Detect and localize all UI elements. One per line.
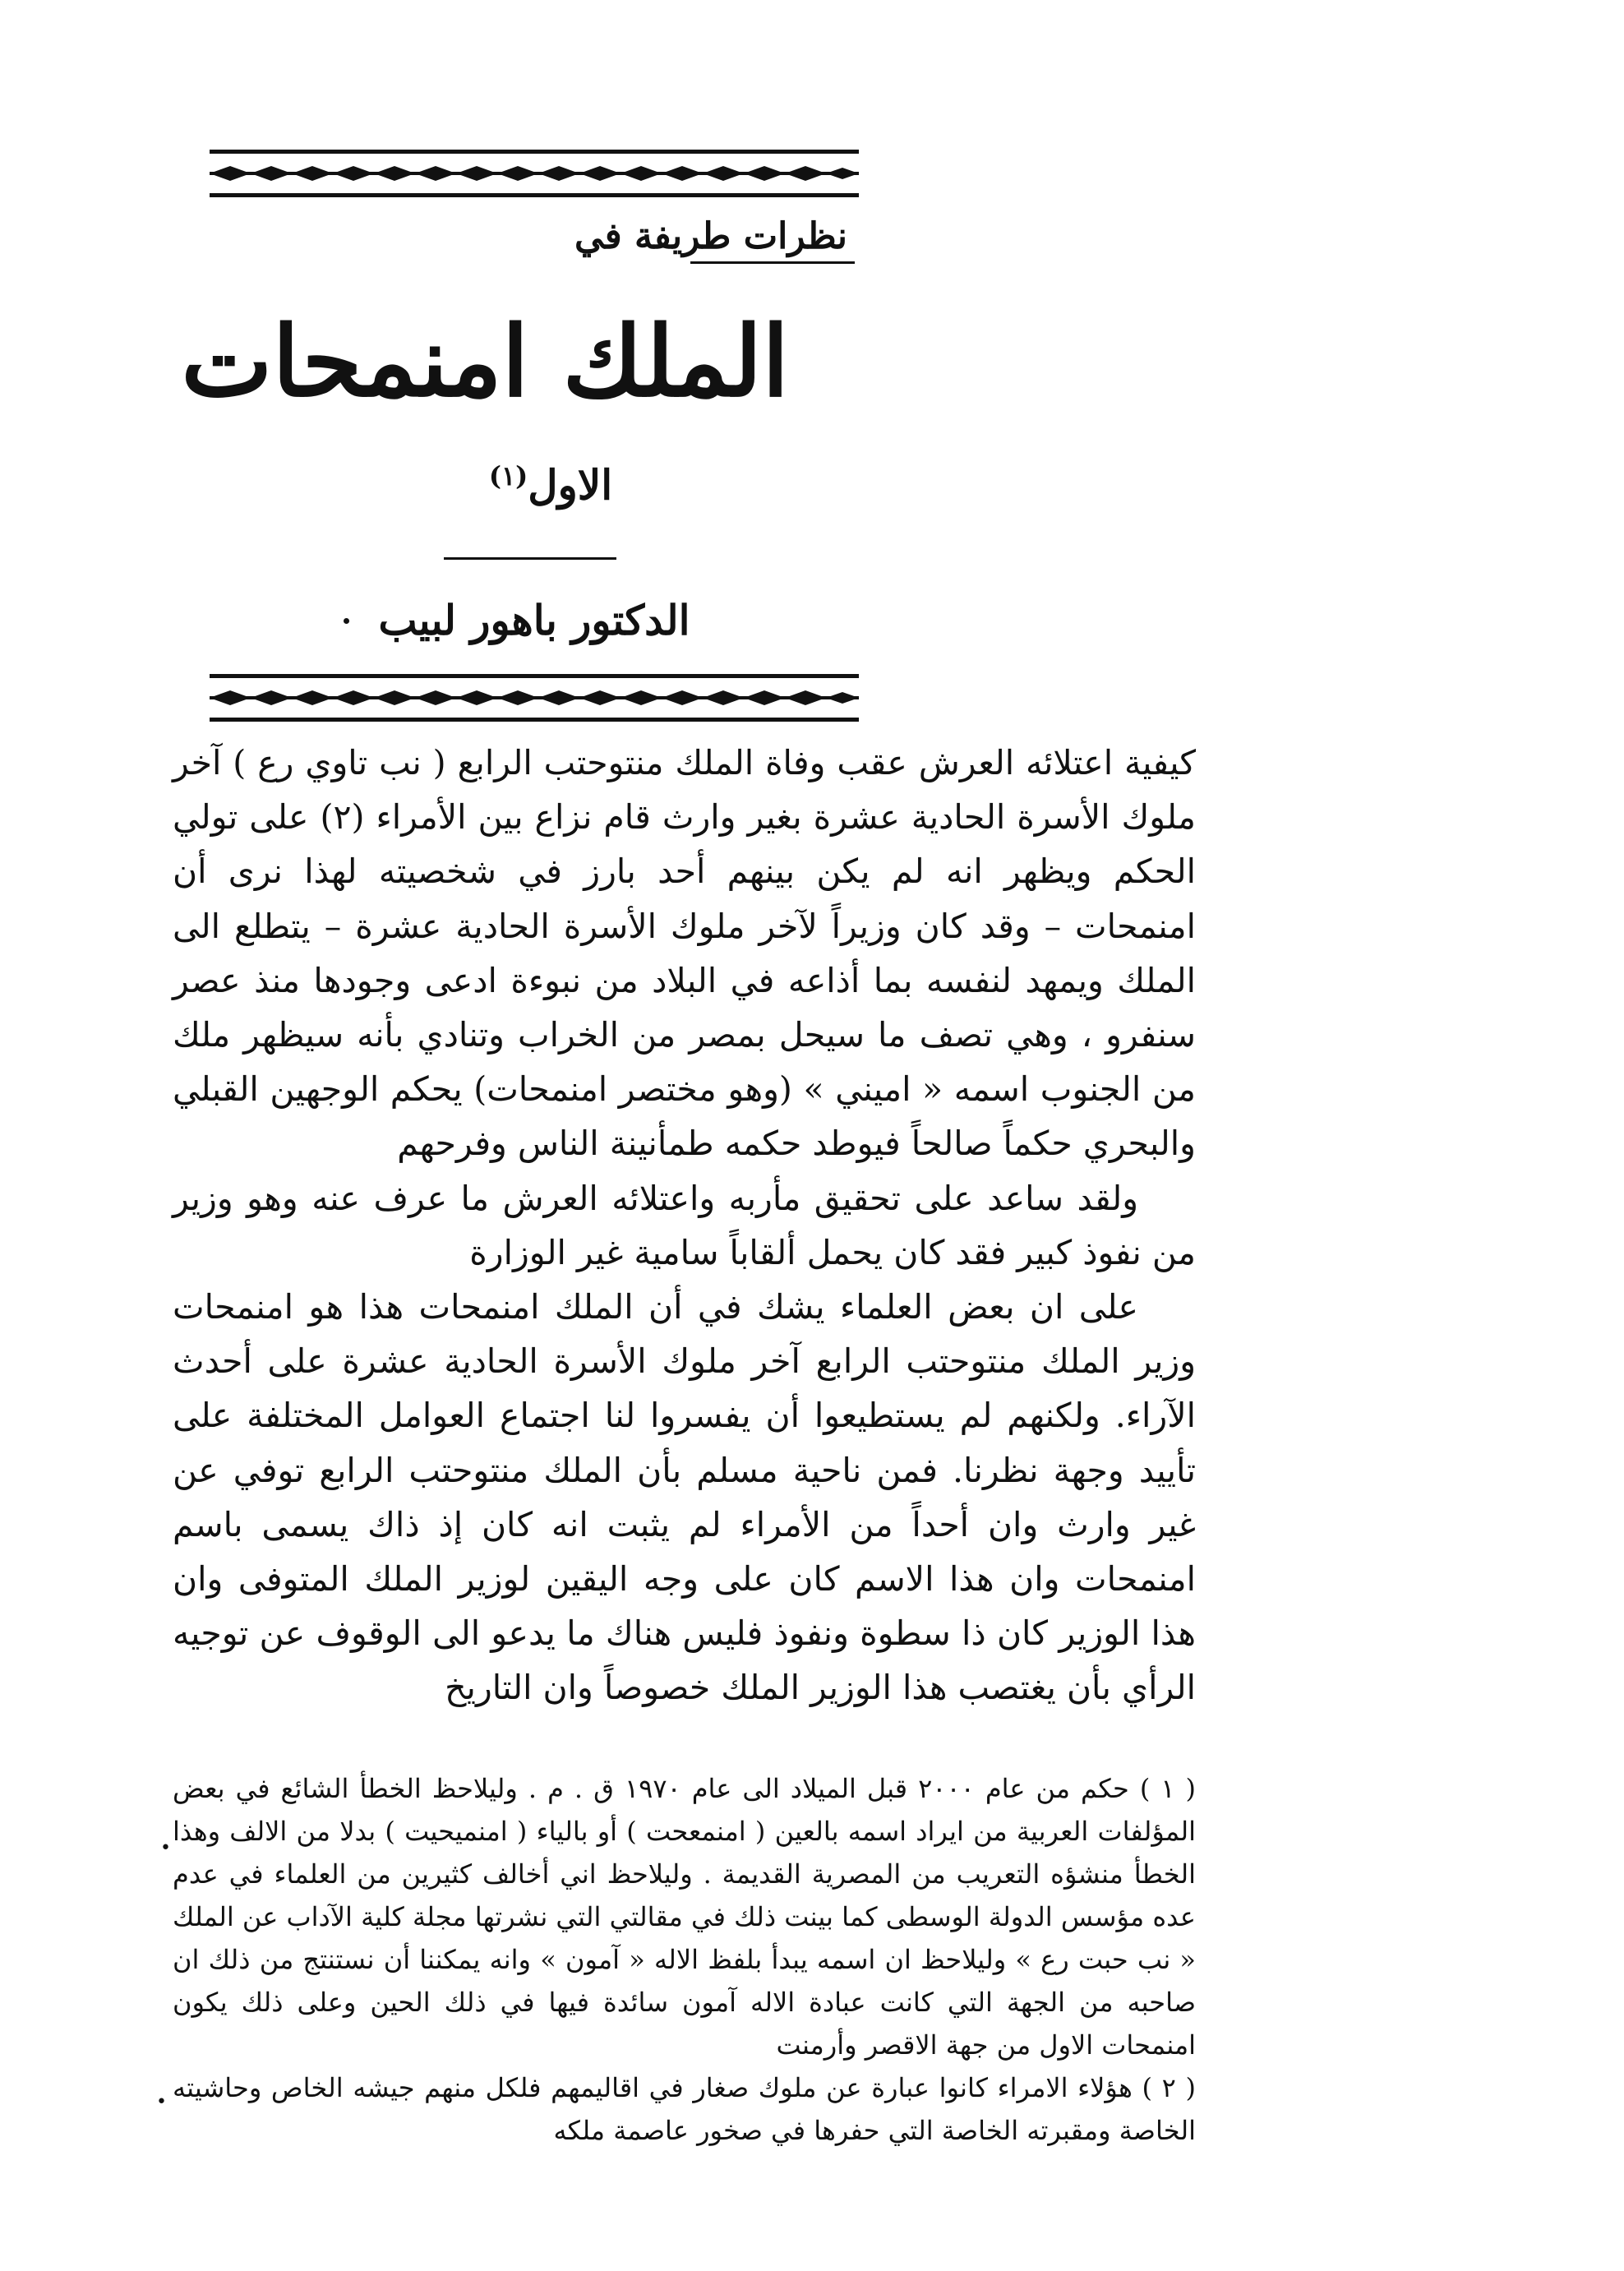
article-title: الملك امنمحات xyxy=(181,304,789,418)
margin-mark: • xyxy=(156,2092,167,2112)
series-underline xyxy=(690,261,855,264)
byline-dot xyxy=(344,618,349,624)
subtitle-footnote-marker: (١) xyxy=(488,460,528,492)
top-ornament-rule xyxy=(210,148,859,199)
body-paragraph: كيفية اعتلائه العرش عقب وفاة الملك منتوحتب الرابع ( نب تاوي رع ) آخر ملوك الأسرة الحادية عشرة بغير وارث قام نزاع بين الأمراء (٢) على تولي الحكم ويظهر انه لم يكن بينهم أحد بارز في شخصيته لهذا نرى أن امنمحات – وقد كان وزيراً لآخر ملوك الأسرة الحادية عشرة – يتطلع الى الملك ويمهد لنفسه بما أذاعه في البلاد من نبوءة ادعى وجودها منذ عصر سنفرو ، وهي تصف ما سيحل بمصر من الخراب وتنادي بأنه سيظهر ملك من الجنوب اسمه « اميني » (وهو مختصر امنمحات) يحكم الوجهين القبلي والبحري حكماً صالحاً فيوطد حكمه طمأنينة الناس وفرحهم xyxy=(173,743,1197,1164)
bottom-ornament-rule xyxy=(210,672,859,723)
footnote-1: ( ١ ) حكم من عام ٢٠٠٠ قبل الميلاد الى عام ١٩٧٠ ق . م . وليلاحظ الخطأ الشائع في بعض المؤلفات العربية من ايراد اسمه بالعين ( امنمعحت ) أو بالياء ( امنميحيت ) بدلا من الالف وهذا الخطأ منشؤه التعريب من المصرية القديمة . وليلاحظ اني أخالف كثيرين من العلماء في عدم عده مؤسس الدولة الوسطى كما بينت ذلك في مقالتي التي نشرتها مجلة كلية الآداب عن الملك « نب حبت رع » وليلاحظ ان اسمه يبدأ بلفظ الاله « آمون » وانه يمكننا أن نستنتج من ذلك ان صاحبه من الجهة التي كانت عبادة الاله آمون سائدة فيها في ذلك الحين وعلى ذلك يكون امنمحات الاول من جهة الاقصر وأرمنت xyxy=(173,1773,1197,2061)
footnotes xyxy=(173,1767,1196,2152)
author-byline: الدكتور باهور لبيب xyxy=(378,596,690,644)
margin-mark: • xyxy=(160,1838,171,1858)
series-heading: نظرات طريفة في xyxy=(574,215,847,257)
title-divider xyxy=(444,557,616,560)
body-paragraph: ولقد ساعد على تحقيق مأربه واعتلائه العرش ما عرف عنه وهو وزير من نفوذ كبير فقد كان يحمل ألقاباً سامية غير الوزارة xyxy=(173,1178,1196,1272)
subtitle-text: الاول xyxy=(528,460,613,510)
article-subtitle xyxy=(477,460,625,510)
footnote-2: ( ٢ ) هؤلاء الامراء كانوا عبارة عن ملوك صغار في اقاليمهم فلكل منهم جيشه الخاص وحاشيته الخاصة ومقبرته الخاصة التي حفرها في صخور عاصمة ملكه xyxy=(173,2072,1197,2146)
body-paragraph: على ان بعض العلماء يشك في أن الملك امنمحات هذا هو امنمحات وزير الملك منتوحتب الرابع آخر ملوك الأسرة الحادية عشرة على أحدث الآراء. ولكنهم لم يستطيعوا أن يفسروا لنا اجتماع العوامل المختلفة على تأييد وجهة نظرنا. فمن ناحية مسلم بأن الملك منتوحتب الرابع توفي عن غير وارث وان أحداً من الأمراء لم يثبت انه كان إذ ذاك يسمى باسم امنمحات وان هذا الاسم كان على وجه اليقين لوزير الملك المتوفى وان هذا الوزير كان ذا سطوة ونفوذ فليس هناك ما يدعو الى الوقوف عن توجيه الرأي بأن يغتصب هذا الوزير الملك خصوصاً وان التاريخ xyxy=(173,1287,1196,1708)
article-body xyxy=(173,736,1196,1715)
